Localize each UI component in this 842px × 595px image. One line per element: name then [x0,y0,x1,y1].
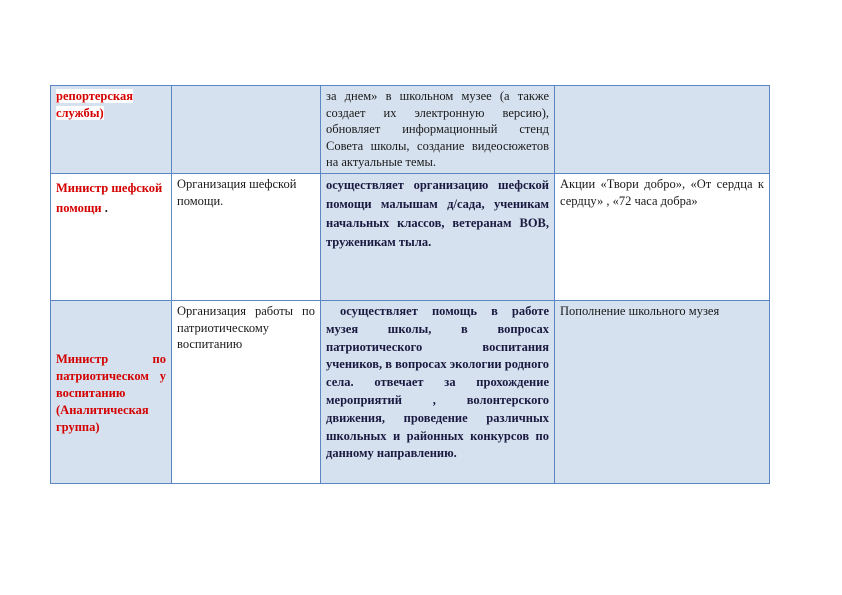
activities-text: Акции «Твори добро», «От сердца к сердцу» , «72 часа добра» [560,177,764,208]
duties-text: за днем» в школьном музее (а также создает их электронную версию), обновляет информационный стенд Совета школы, создание видеосюжетов на актуальные темы. [326,89,549,169]
role-cell [51,301,172,484]
duties-cell [321,174,555,301]
role-name: репортерская службы) [56,89,133,120]
role-cell [51,174,172,301]
function-cell [172,174,321,301]
duties-cell [321,301,555,484]
activities-text: Пополнение школьного музея [560,304,720,318]
role-suffix: . [101,201,108,215]
roles-table [50,85,770,484]
table-row [51,301,770,484]
duties-text: осуществляет организацию шефской помощи малышам д/сада, ученикам начальных классов, ветеранам ВОВ, труженикам тыла. [326,178,549,249]
activities-cell [555,86,770,174]
role-cell [51,86,172,174]
role-name: Министр шефской помощи [56,181,163,215]
activities-cell [555,301,770,484]
function-text: Организация работы по патриотическому воспитанию [177,304,315,351]
duties-text: осуществляет помощь в работе музея школы, в вопросах патриотического воспитания учеников, в вопросах экологии родного села. отвечает за прохождение мероприятий , волонтерского движения, проведение различных школьных и районных конкурсов по данному направлению. [326,304,549,461]
table-row [51,174,770,301]
activities-cell [555,174,770,301]
role-name: Министр по патриотическом у воспитанию (Аналитическая группа) [56,351,166,434]
function-cell [172,86,321,174]
function-text: Организация шефской помощи. [177,177,297,208]
duties-cell [321,86,555,174]
function-cell [172,301,321,484]
table-row [51,86,770,174]
